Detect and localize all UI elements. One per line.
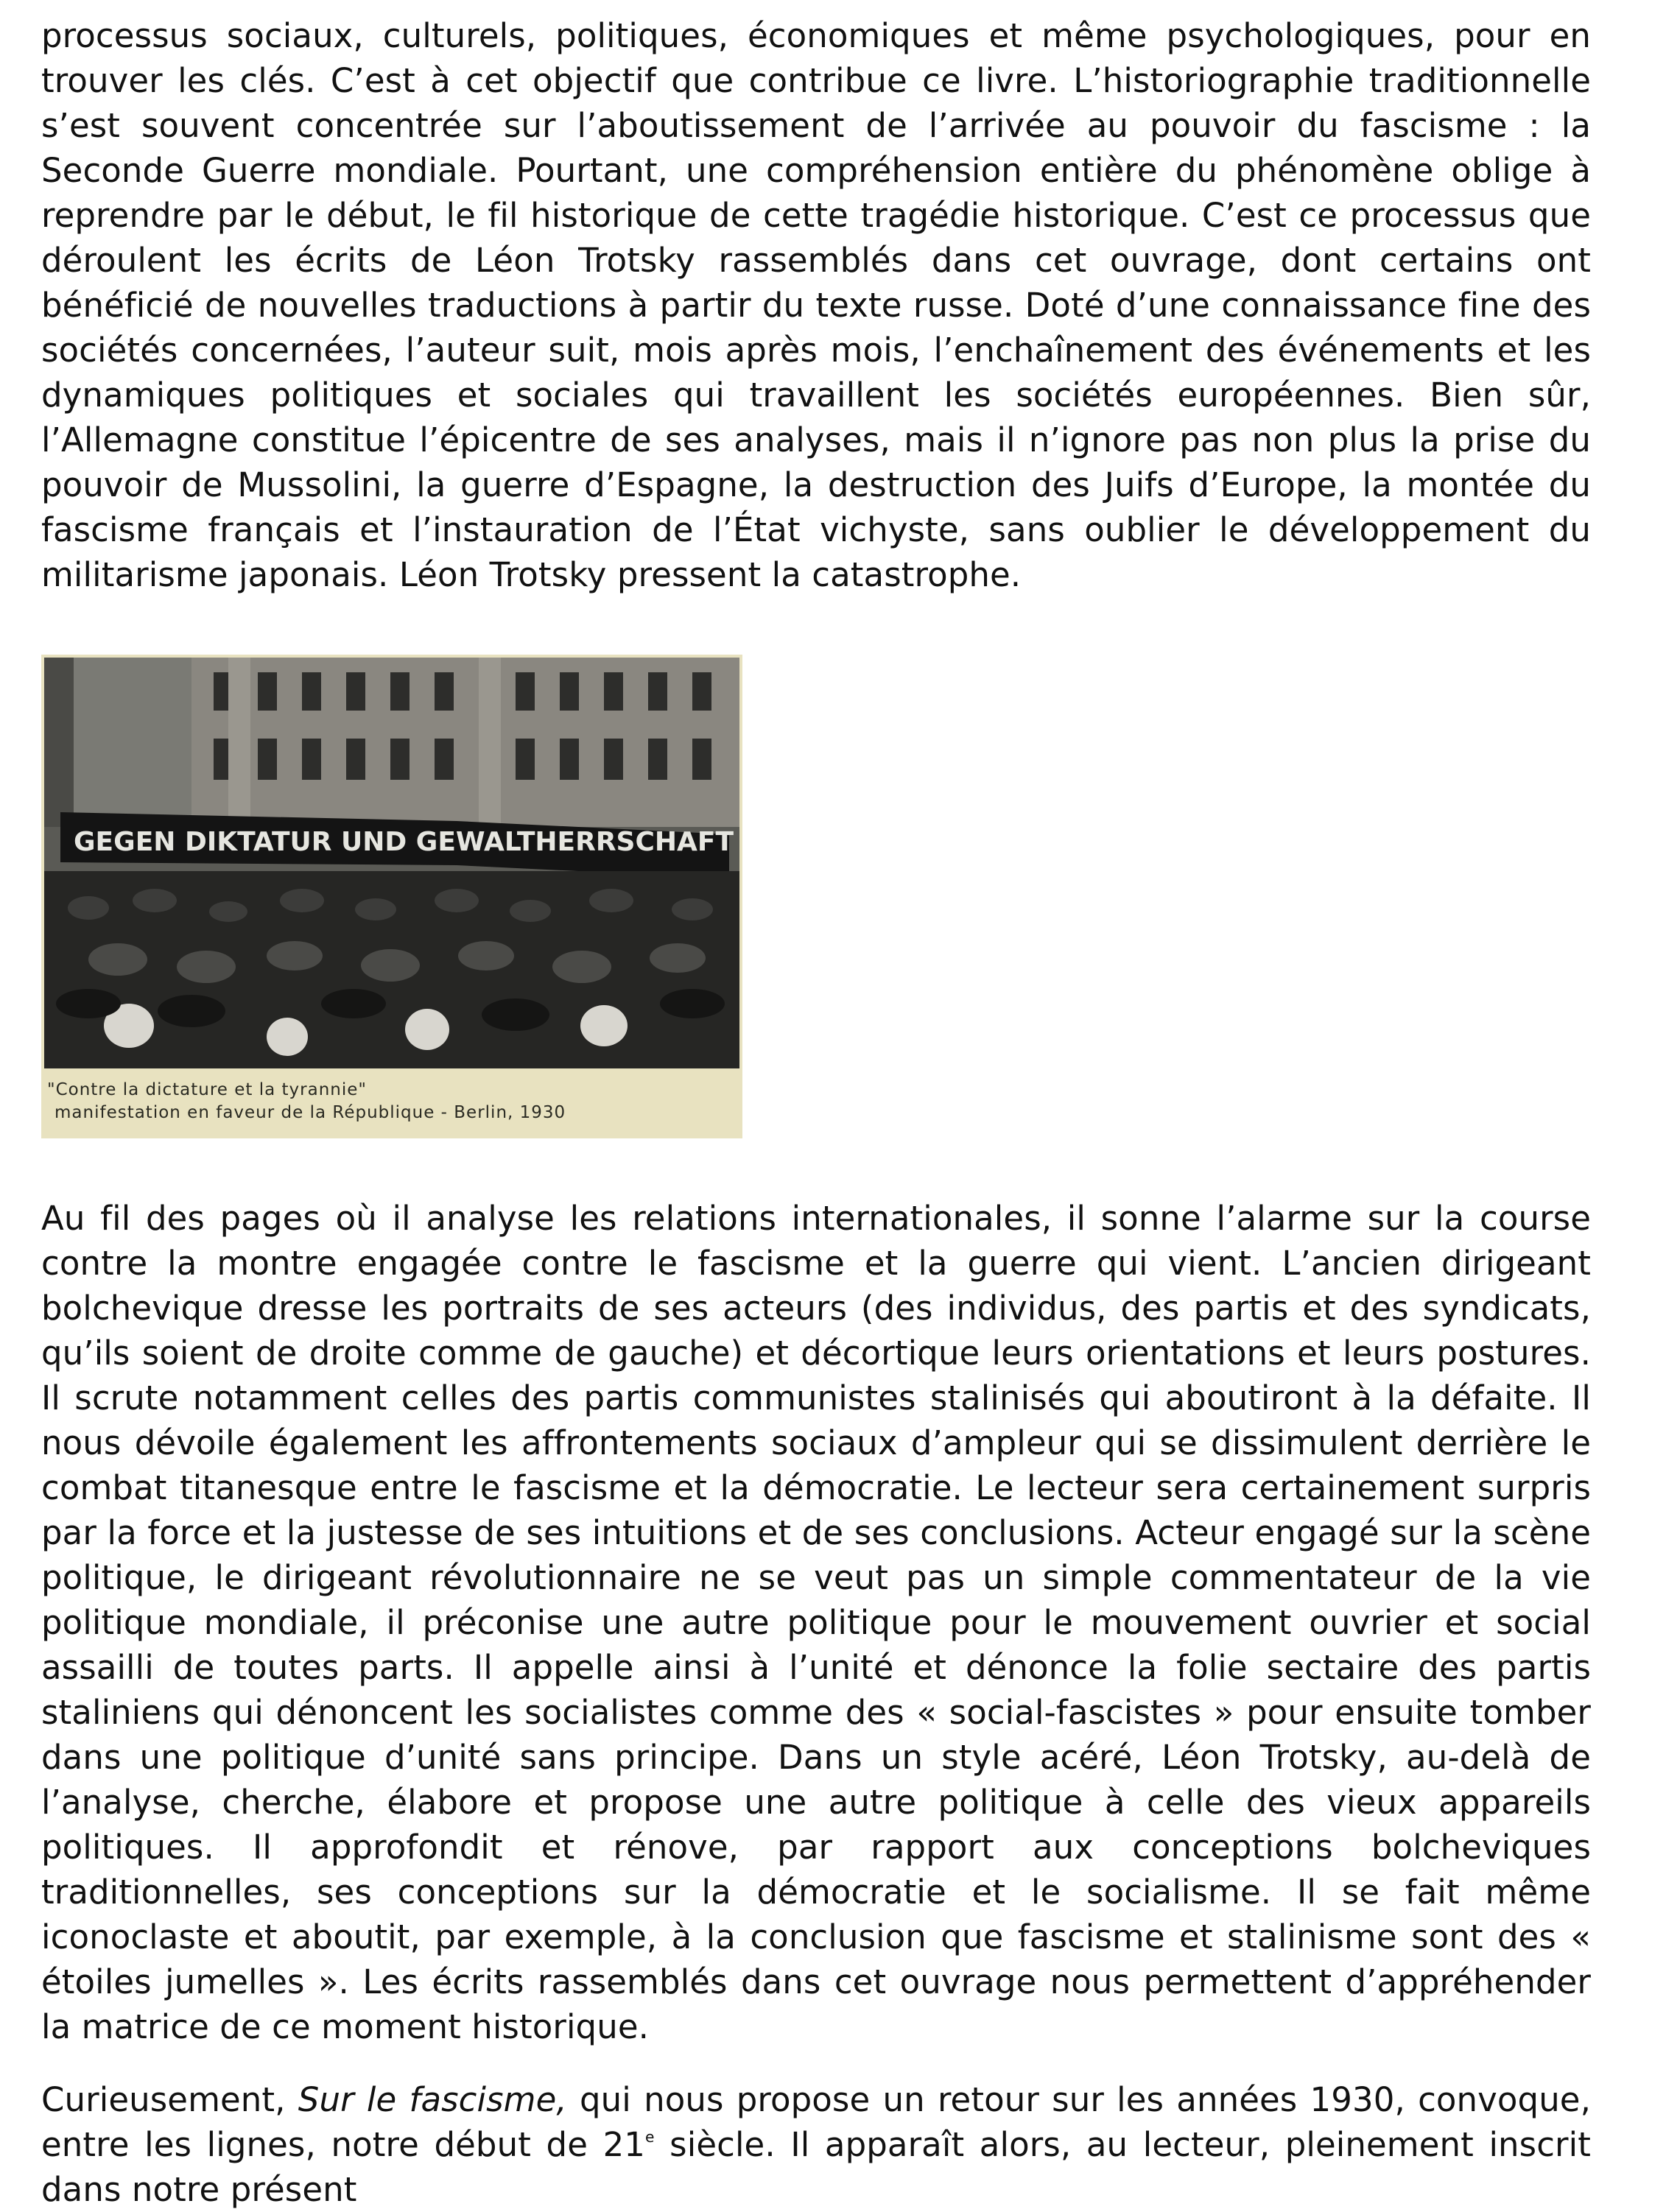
book-title: Sur le fascisme, [298,2080,567,2119]
document-page [41,13,1591,2212]
paragraph-analysis: Au fil des pages où il analyse les relations internationales, il sonne l’alarme sur la course contre la montre engagée contre le fascisme et la guerre qui vient. L’ancien dirigeant bolchevique dresse les portraits de ses acteurs (des individus, des partis et des syndicats, qu’ils soient de droite comme de gauche) et décortique leurs orientations et leurs postures. Il scrute notamment celles des partis communistes stalinisés qui aboutiront à la défaite. Il nous dévoile également les affrontements sociaux d’ampleur qui se dissimulent derrière le combat titanesque entre le fascisme et la démocratie. Le lecteur sera certainement surpris par la force et la justesse de ses intuitions et de ses conclusions. Acteur engagé sur la scène politique, le dirigeant révolutionnaire ne se veut pas un simple commentateur de la vie politique mondiale, il préconise une autre politique pour le mouvement ouvrier et social assailli de toutes parts. Il appelle ainsi à l’unité et dénonce la folie sectaire des partis staliniens qui dénoncent les socialistes comme des « social-fascistes » pour ensuite tomber dans une politique d’unité sans principe. Dans un style acéré, Léon Trotsky, au-delà de l’analyse, cherche, élabore et propose une autre politique à celle des vieux appareils politiques. Il approfondit et rénove, par rapport aux conceptions bolcheviques traditionnelles, ses conceptions sur la démocratie et le socialisme. Il se fait même iconoclaste et aboutit, par exemple, à la conclusion que fascisme et stalinisme sont des « étoiles jumelles ». Les écrits rassemblés dans cet ouvrage nous permettent d’appréhender la matrice de ce moment historique. [41,1199,1591,2046]
caption-description: manifestation en faveur de la République - Berlin, 1930 [55,1103,566,1122]
conclusion-lead: Curieusement, [41,2080,298,2119]
banner-text: GEGEN DIKTATUR UND GEWALTHERRSCHAFT [74,827,734,857]
photo-caption [47,1079,732,1124]
paragraph-conclusion [41,2077,1591,2212]
historical-photo-figure [41,655,742,1138]
conclusion-tail: siècle. Il apparaît alors, au lecteur, pleinement inscrit dans notre présent [41,2125,1591,2209]
paragraph-intro: processus sociaux, culturels, politiques, économiques et même psychologiques, pour en trouver les clés. C’est à cet objectif que contribue ce livre. L’historiographie traditionnelle s’est souvent concentrée sur l’aboutissement de l’arrivée au pouvoir du fascisme : la Seconde Guerre mondiale. Pourtant, une compréhension entière du phénomène oblige à reprendre par le début, le fil historique de cette tragédie historique. C’est ce processus que déroulent les écrits de Léon Trotsky rassemblés dans cet ouvrage, dont certains ont bénéficié de nouvelles traductions à partir du texte russe. Doté d’une connaissance fine des sociétés concernées, l’auteur suit, mois après mois, l’enchaînement des événements et les dynamiques politiques et sociales qui travaillent les sociétés européennes. Bien sûr, l’Allemagne constitue l’épicentre de ses analyses, mais il n’ignore pas non plus la prise du pouvoir de Mussolini, la guerre d’Espagne, la destruction des Juifs d’Europe, la montée du fascisme français et l’instauration de l’État vichyste, sans oublier le développement du militarisme japonais. Léon Trotsky pressent la catastrophe. [41,16,1591,594]
caption-quote: "Contre la dictature et la tyrannie" [47,1080,367,1099]
conclusion-middle: qui nous propose un retour sur les années 1930, convoque, entre les lignes, notre début de 21 [41,2080,1591,2164]
century-superscript: e [645,2127,655,2146]
protest-photo [44,658,739,1068]
